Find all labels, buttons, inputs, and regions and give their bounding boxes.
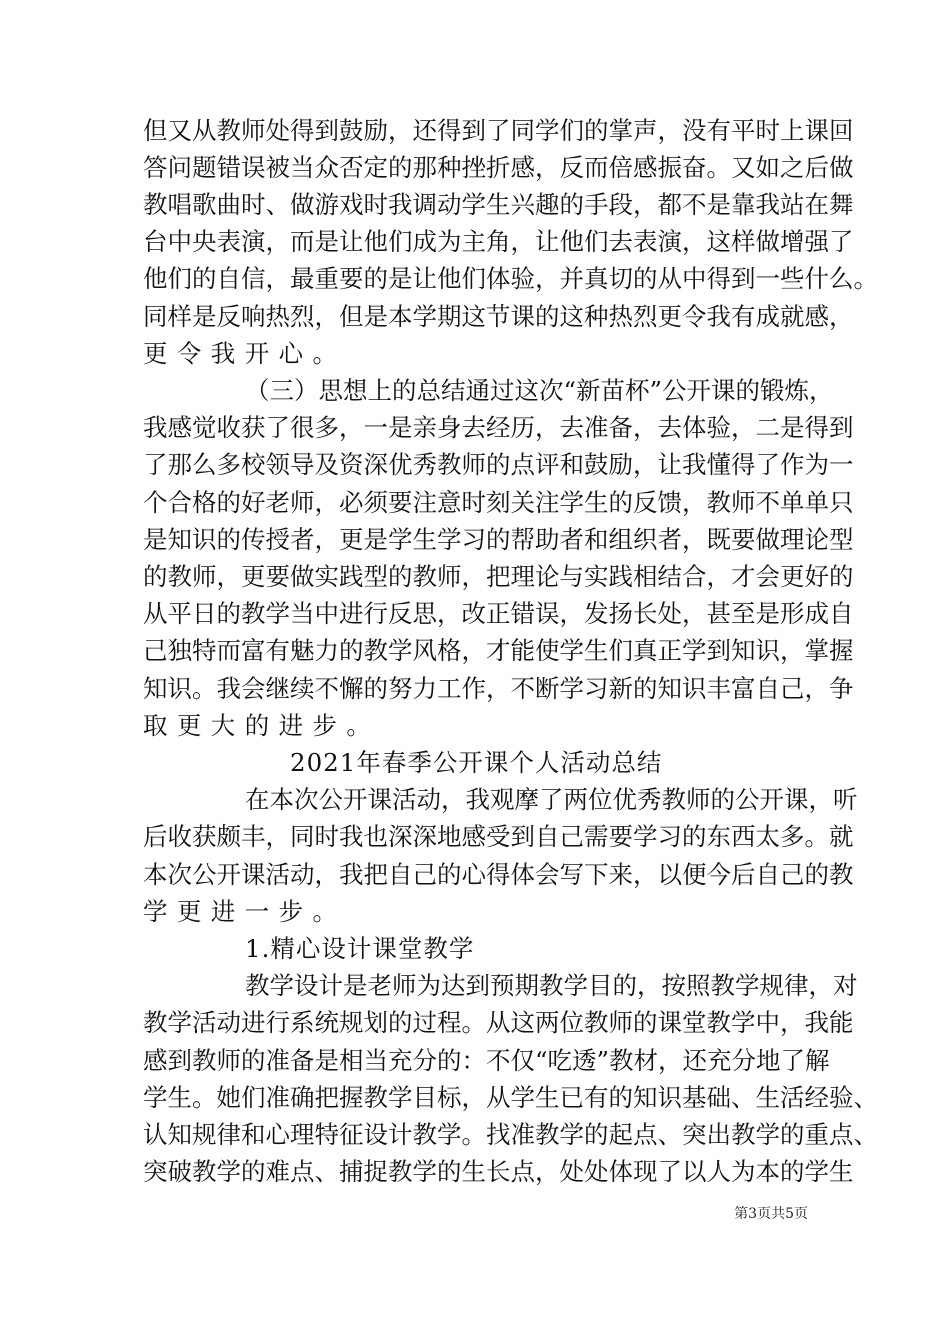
paragraph-line: 他们的自信，最重要的是让他们体验，并真切的从中得到一些什么。 xyxy=(143,264,878,294)
paragraph-line: 但又从教师处得到鼓励，还得到了同学们的掌声，没有平时上课回 xyxy=(143,115,854,145)
paragraph-line: 后收获颇丰，同时我也深深地感受到自己需要学习的东西太多。就 xyxy=(143,822,854,852)
paragraph-line: 己独特而富有魅力的教学风格，才能使学生们真正学到知识，掌握 xyxy=(143,636,854,666)
paragraph-line: 突破教学的难点、捕捉教学的生长点，处处体现了以人为本的学生 xyxy=(143,1157,854,1187)
paragraph-line: 同样是反响热烈，但是本学期这节课的这种热烈更令我有成就感， xyxy=(143,301,854,331)
paragraph-line: 我感觉收获了很多，一是亲身去经历，去准备，去体验，二是得到 xyxy=(143,413,854,443)
paragraph-line: 是知识的传授者，更是学生学习的帮助者和组织者，既要做理论型 xyxy=(143,524,854,554)
section-heading: 1.精心设计课堂教学 xyxy=(245,933,475,963)
paragraph-line: 学生。她们准确把握教学目标，从学生已有的知识基础、生活经验、 xyxy=(143,1082,878,1112)
paragraph-line: 的教师，更要做实践型的教师，把理论与实践相结合，才会更好的 xyxy=(143,561,854,591)
paragraph-line: 本次公开课活动，我把自己的心得体会写下来，以便今后自己的教 xyxy=(143,859,854,889)
paragraph-line: 知识。我会继续不懈的努力工作，不断学习新的知识丰富自己，争 xyxy=(143,673,854,703)
paragraph-line: 答问题错误被当众否定的那种挫折感，反而倍感振奋。又如之后做 xyxy=(143,152,854,182)
paragraph-line: 个合格的好老师，必须要注意时刻关注学生的反馈，教师不单单只 xyxy=(143,487,854,517)
paragraph-line: 更令我开心。 xyxy=(143,338,347,368)
paragraph-line: 在本次公开课活动，我观摩了两位优秀教师的公开课，听 xyxy=(245,785,858,815)
paragraph-line: 台中央表演，而是让他们成为主角，让他们去表演，这样做增强了 xyxy=(143,227,854,257)
paragraph-line: （三）思想上的总结通过这次“新苗杯”公开课的锻炼， xyxy=(245,375,834,405)
paragraph-line: 认知规律和心理特征设计教学。找准教学的起点、突出教学的重点、 xyxy=(143,1119,878,1149)
paragraph-line: 教学活动进行系统规划的过程。从这两位教师的课堂教学中，我能 xyxy=(143,1008,854,1038)
paragraph-line: 教唱歌曲时、做游戏时我调动学生兴趣的手段，都不是靠我站在舞 xyxy=(143,189,854,219)
paragraph-line: 教学设计是老师为达到预期教学目的，按照教学规律，对 xyxy=(245,971,858,1001)
paragraph-line: 从平日的教学当中进行反思，改正错误，发扬长处，甚至是形成自 xyxy=(143,599,854,629)
document-title: 2021年春季公开课个人活动总结 xyxy=(290,747,663,777)
paragraph-line: 取更大的进步。 xyxy=(143,710,381,740)
paragraph-line: 学更进一步。 xyxy=(143,896,347,926)
paragraph-line: 了那么多校领导及资深优秀教师的点评和鼓励，让我懂得了作为一 xyxy=(143,450,854,480)
page-number-footer: 第3页共5页 xyxy=(734,1206,808,1222)
paragraph-line: 感到教师的准备是相当充分的：不仅“吃透”教材，还充分地了解 xyxy=(143,1045,830,1075)
